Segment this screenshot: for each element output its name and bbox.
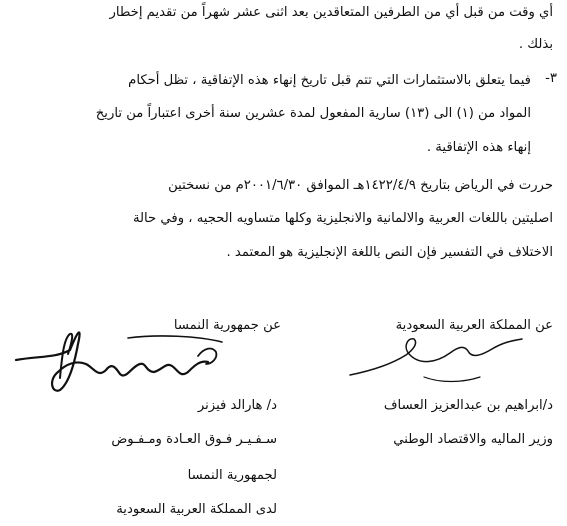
closing-line-2: اصليتين باللغات العربية والالمانية والانجليزية وكلها متساويه الحجيه ، وفي حالة — [132, 211, 553, 226]
austria-signatory-title-3: لدى المملكة العربية السعودية — [116, 502, 277, 517]
saudi-signatory-name: د/ابراهيم بن عبدالعزيز العساف — [383, 398, 553, 413]
signature-austria — [8, 320, 228, 400]
austria-signatory-title-1: سـفـيـر فـوق العـادة ومـفـوض — [111, 432, 277, 447]
prev-paragraph-line-2: بذلك . — [518, 37, 553, 52]
closing-line-1: حررت في الرياض بتاريخ ١٤٢٢/٤/٩هـ الموافق ٢٠٠١/٦/٣٠م من نسختين — [168, 178, 553, 193]
item-3-line-2: المواد من (١) الى (١٣) سارية المفعول لمدة عشرين سنة أخرى اعتباراً من تاريخ — [95, 106, 531, 121]
saudi-signatory-title: وزير الماليه والاقتصاد الوطني — [393, 432, 553, 447]
item-3-line-3: إنهاء هذه الإتفاقية . — [426, 140, 531, 155]
signature-saudi — [340, 325, 530, 395]
saudi-on-behalf: عن المملكة العربية السعودية — [395, 318, 553, 333]
austria-on-behalf: عن جمهورية النمسا — [173, 318, 281, 333]
austria-signatory-name: د/ هارالد فيزنر — [197, 398, 277, 413]
item-3-number: ٣- — [545, 71, 557, 86]
austria-signatory-title-2: لجمهورية النمسا — [187, 468, 277, 483]
item-3-line-1: فيما يتعلق بالاستثمارات التي تتم قبل تاريخ إنهاء هذه الإتفاقية ، تظل أحكام — [128, 73, 531, 88]
prev-paragraph-line-1: أي وقت من قبل أي من الطرفين المتعاقدين بعد اثنى عشر شهراً من تقديم إخطار — [109, 5, 553, 20]
closing-line-3: الاختلاف في التفسير فإن النص باللغة الإنجليزية هو المعتمد . — [226, 245, 553, 260]
